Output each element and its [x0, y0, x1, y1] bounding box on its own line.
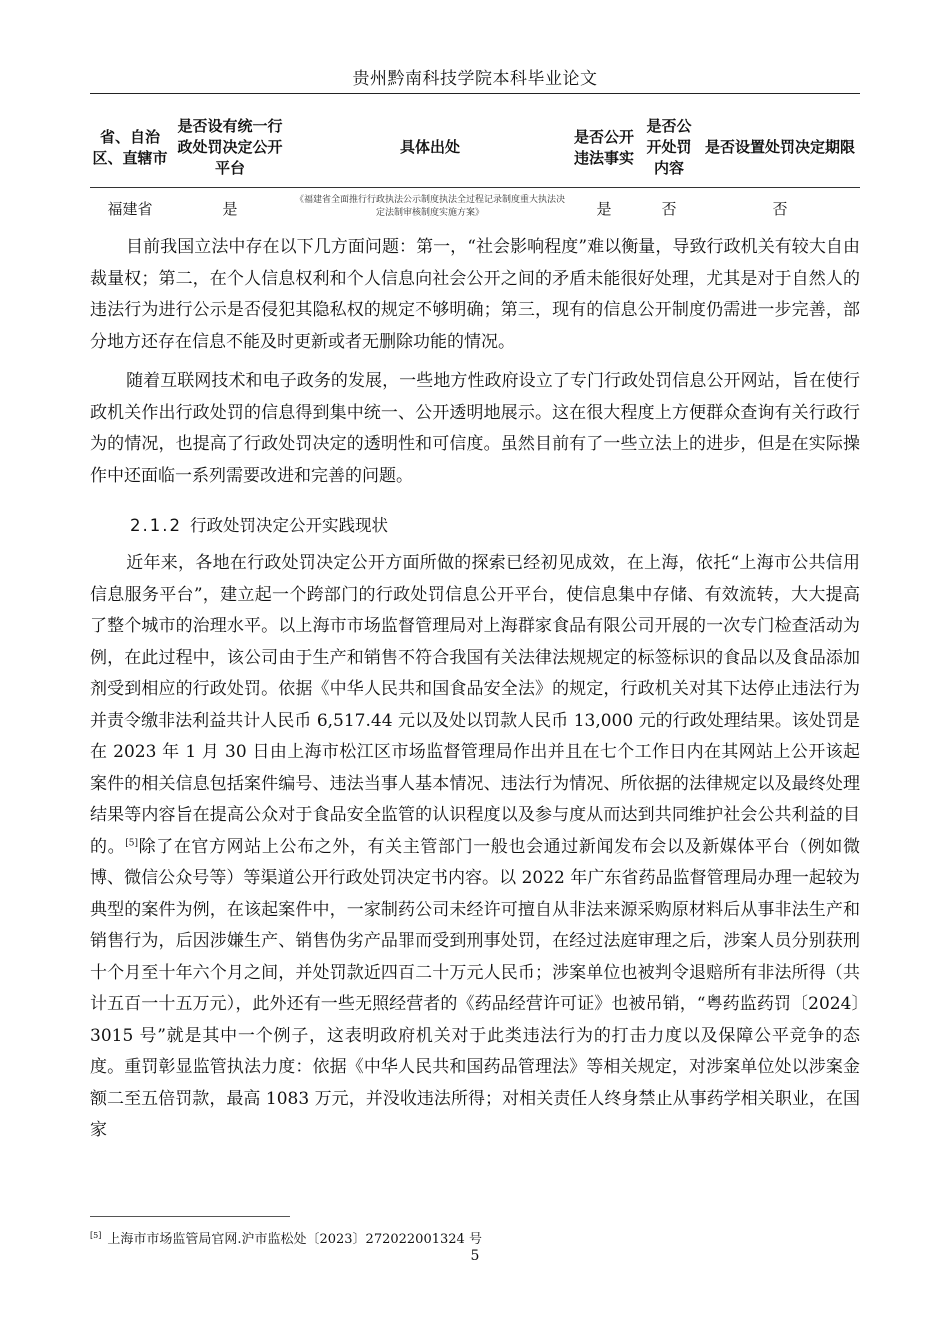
- table-header-cell: 是否公开处罚内容: [638, 112, 700, 188]
- table-container: [90, 112, 860, 226]
- page-number: 5: [470, 1248, 480, 1264]
- page-header-title: 贵州黔南科技学院本科毕业论文: [352, 69, 598, 89]
- section-heading: [130, 512, 388, 536]
- footnote-rule: [90, 1216, 290, 1217]
- section-number: 2.1.2: [130, 516, 182, 535]
- table-cell: 是: [222, 199, 238, 218]
- footnote-reference[interactable]: [5]: [125, 837, 138, 848]
- table-cell: 否: [772, 199, 788, 218]
- table-cell: 是: [596, 199, 612, 218]
- disclosure-table: [90, 112, 860, 226]
- paragraph: [90, 232, 860, 358]
- table-header-cell: 是否设置处罚决定期限: [700, 112, 860, 188]
- table-cell: 福建省: [107, 199, 153, 218]
- paragraph: [90, 366, 860, 492]
- table-row: [90, 188, 860, 227]
- footnote-mark: [5]: [90, 1230, 102, 1240]
- paragraph-text: 随着互联网技术和电子政务的发展，一些地方性政府设立了专门行政处罚信息公开网站，旨在使行政机关作出行政处罚的信息得到集中统一、公开透明地展示。这在很大程度上方便群众查询有关行政行为的情况，也提高了行政处罚决定的透明性和可信度。虽然目前有了一些立法上的进步，但是在实际操作中还面临一系列需要改进和完善的问题。: [90, 371, 860, 486]
- table-cell-source: 《福建省全面推行行政执法公示制度执法全过程记录制度重大执法决定法制审核制度实施方案》: [294, 195, 565, 218]
- section-title: 行政处罚决定公开实践现状: [189, 516, 388, 535]
- body-paragraph: [90, 548, 860, 1147]
- body-text: 除了在官方网站上公布之外，有关主管部门一般也会通过新闻发布会以及新媒体平台（例如微博、微信公众号等）等渠道公开行政处罚决定书内容。以 2022 年广东省药品监督管理局办理一起较为典型的案件为例，在该起案件中，一家制药公司未经许可擅自从非法来源采购原材料后从事非法生产和销售行为，后因涉嫌生产、销售伪劣产品罪而受到刑事处罚，在经过法庭审理之后，涉案人员分别获刑十个月至十年六个月之间，并处罚款近四百二十万元人民币；涉案单位也被判令退赔所有非法所得（共计五百一十五万元），此外还有一些无照经营者的《药品经营许可证》也被吊销，“粤药监药罚〔2024〕3015 号”就是其中一个例子，这表明政府机关对于此类违法行为的打击力度以及保障公平竞争的态度。重罚彰显监管执法力度：依据《中华人民共和国药品管理法》等相关规定，对涉案单位处以涉案金额二至五倍罚款，最高 1083 万元，并没收违法所得；对相关责任人终身禁止从事药学相关职业，在国家: [90, 836, 861, 1140]
- paragraph-text: 目前我国立法中存在以下几方面问题：第一，“社会影响程度”难以衡量，导致行政机关有较大自由裁量权；第二，在个人信息权利和个人信息向社会公开之间的矛盾未能很好处理，尤其是对于自然人的违法行为进行公示是否侵犯其隐私权的规定不够明确；第三，现有的信息公开制度仍需进一步完善，部分地方还存在信息不能及时更新或者无删除功能的情况。: [90, 237, 860, 352]
- footnote-text: 上海市市场监管局官网.沪市监松处〔2023〕272022001324 号: [107, 1232, 482, 1247]
- table-header-cell: 是否设有统一行政处罚决定公开平台: [170, 112, 290, 188]
- footnote: [90, 1228, 482, 1247]
- table-header-row: [90, 112, 860, 188]
- header-rule: [90, 93, 860, 94]
- table-header-cell: 是否公开违法事实: [570, 112, 638, 188]
- table-header-cell: 具体出处: [290, 112, 570, 188]
- table-cell: 否: [661, 199, 677, 218]
- body-text: 近年来，各地在行政处罚决定公开方面所做的探索已经初见成效，在上海，依托“上海市公共信用信息服务平台”，建立起一个跨部门的行政处罚信息公开平台，使信息集中存储、有效流转，大大提高了整个城市的治理水平。以上海市市场监督管理局对上海群家食品有限公司开展的一次专门检查活动为例，在此过程中，该公司由于生产和销售不符合我国有关法律法规规定的标签标识的食品以及食品添加剂受到相应的行政处罚。依据《中华人民共和国食品安全法》的规定，行政机关对其下达停止违法行为并责令缴非法利益共计人民币 6,517.44 元以及处以罚款人民币 13,000 元的行政处理结果。该处罚是在 2023 年 1 月 30 日由上海市松江区市场监督管理局作出并且在七个工作日内在其网站上公开该起案件的相关信息包括案件编号、违法当事人基本情况、违法行为情况、所依据的法律规定以及最终处理结果等内容旨在提高公众对于食品安全监管的认识程度以及参与度从而达到共同维护社会公共利益的目的。: [90, 553, 860, 857]
- table-header-cell: 省、自治区、直辖市: [90, 112, 170, 188]
